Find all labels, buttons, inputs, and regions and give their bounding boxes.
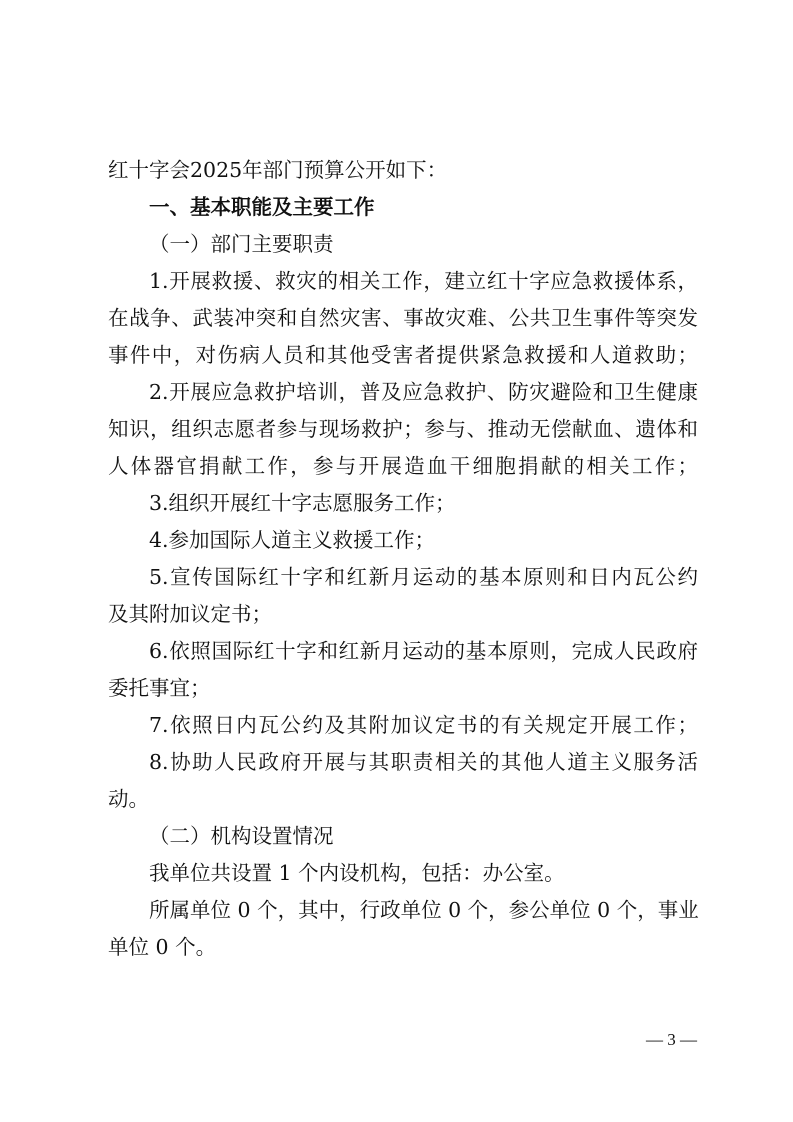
- body-text-line: 我单位共设置 1 个内设机构，包括：办公室。: [149, 861, 565, 885]
- body-text-line: 红十字会2025年部门预算公开如下：: [108, 158, 448, 182]
- body-text-line: 动。: [108, 787, 149, 811]
- body-text-line: 单位 0 个。: [108, 935, 217, 959]
- body-text-line: 3.组织开展红十字志愿服务工作；: [149, 491, 456, 515]
- body-text-line: 1.开展救援、救灾的相关工作，建立红十字应急救援体系，: [149, 269, 698, 293]
- body-text-line: 7.依照日内瓦公约及其附加议定书的有关规定开展工作；: [149, 713, 698, 737]
- section-heading: 一、基本职能及主要工作: [149, 195, 375, 219]
- document-body: [108, 152, 698, 966]
- page-number: — 3 —: [646, 1030, 697, 1049]
- body-text-line: 知识，组织志愿者参与现场救护；参与、推动无偿献血、遗体和: [108, 417, 698, 441]
- body-text-line: 所属单位 0 个，其中，行政单位 0 个，参公单位 0 个，事业: [149, 898, 699, 922]
- body-text-line: 5.宣传国际红十字和红新月运动的基本原则和日内瓦公约: [149, 565, 698, 589]
- body-text-line: 6.依照国际红十字和红新月运动的基本原则，完成人民政府: [149, 639, 698, 663]
- subsection-heading: （二）机构设置情况: [149, 824, 334, 848]
- body-text-line: 事件中，对伤病人员和其他受害者提供紧急救援和人道救助；: [108, 343, 698, 367]
- body-text-line: 人体器官捐献工作，参与开展造血干细胞捐献的相关工作；: [108, 454, 698, 478]
- subsection-heading: （一）部门主要职责: [149, 232, 334, 256]
- body-text-line: 委托事宜；: [108, 676, 211, 700]
- body-text-line: 及其附加议定书；: [108, 602, 272, 626]
- body-text-line: 8.协助人民政府开展与其职责相关的其他人道主义服务活: [149, 750, 698, 774]
- body-text-line: 2.开展应急救护培训，普及应急救护、防灾避险和卫生健康: [149, 380, 698, 404]
- body-text-line: 在战争、武装冲突和自然灾害、事故灾难、公共卫生事件等突发: [108, 306, 698, 330]
- body-text-line: 4.参加国际人道主义救援工作；: [149, 528, 436, 552]
